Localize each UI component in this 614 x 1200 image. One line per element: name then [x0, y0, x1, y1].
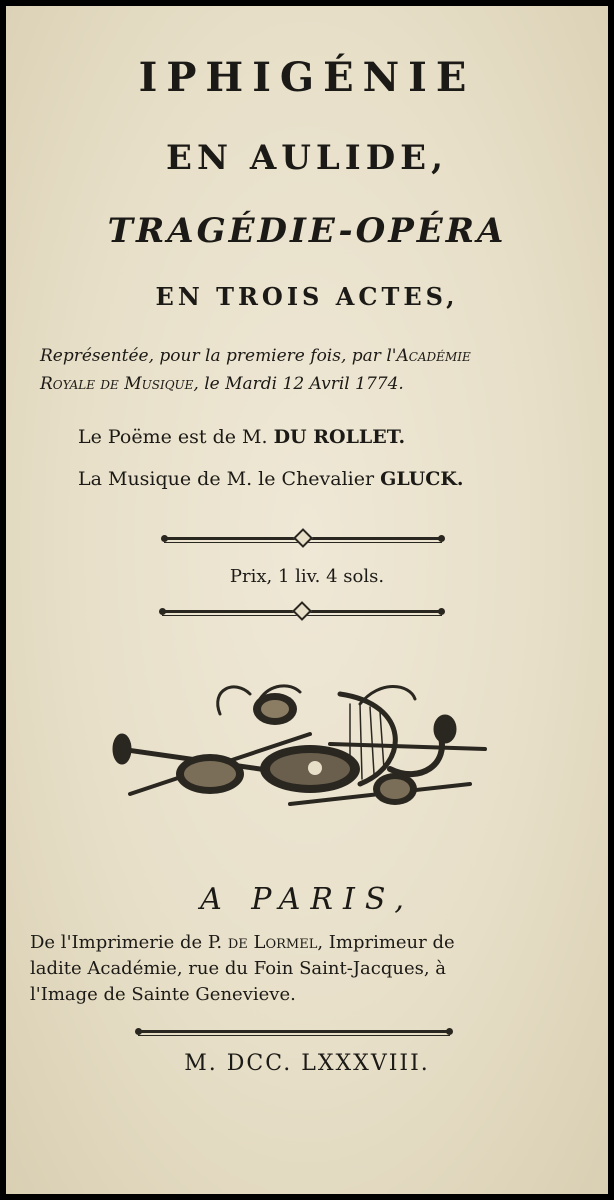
music-author: GLUCK.	[380, 468, 464, 490]
imprint-line-1-prefix: De l'Imprimerie de P.	[30, 932, 223, 953]
work-subtitle: EN AULIDE,	[166, 138, 448, 178]
publication-year: M. DCC. LXXXVIII.	[184, 1051, 430, 1076]
fleuron-icon	[293, 528, 313, 548]
work-acts: EN TROIS ACTES,	[155, 282, 459, 311]
imprint-place: A PARIS,	[200, 882, 414, 917]
imprint-line-3: l'Image de Sainte Genevieve.	[30, 984, 296, 1005]
poem-author: DU ROLLET.	[273, 426, 406, 448]
musical-instruments-vignette-icon	[110, 674, 490, 824]
performance-text-2: , le Mardi 12 Avril 1774.	[193, 374, 404, 394]
printer-name: de Lormel	[227, 932, 318, 953]
work-genre: TRAGÉDIE-OPÉRA	[107, 211, 507, 251]
imprint-line-2: ladite Académie, rue du Foin Saint-Jacques, à	[30, 958, 447, 979]
academy-name-1: Académie	[396, 346, 471, 366]
music-credit-prefix: La Musique de M. le Chevalier	[78, 468, 375, 490]
imprint-line-1	[30, 932, 590, 953]
performance-text-1: Représentée, pour la premiere fois, par l'	[40, 346, 397, 366]
imprint-line-1-suffix: , Imprimeur de	[317, 932, 455, 953]
ornamental-rule-middle	[162, 606, 442, 618]
performance-line-2	[40, 374, 570, 394]
music-credit	[78, 468, 578, 490]
poem-credit	[78, 426, 578, 448]
academy-name-2: Royale de Musique	[40, 374, 194, 394]
work-title: IPHIGÉNIE	[138, 54, 476, 101]
ornamental-rule-bottom	[138, 1026, 450, 1038]
title-page	[6, 6, 608, 1194]
performance-line-1	[40, 346, 570, 366]
poem-credit-prefix: Le Poëme est de M.	[78, 426, 268, 448]
price: Prix, 1 liv. 4 sols.	[229, 566, 385, 587]
fleuron-icon	[292, 601, 312, 621]
ornamental-rule-top	[164, 533, 442, 545]
